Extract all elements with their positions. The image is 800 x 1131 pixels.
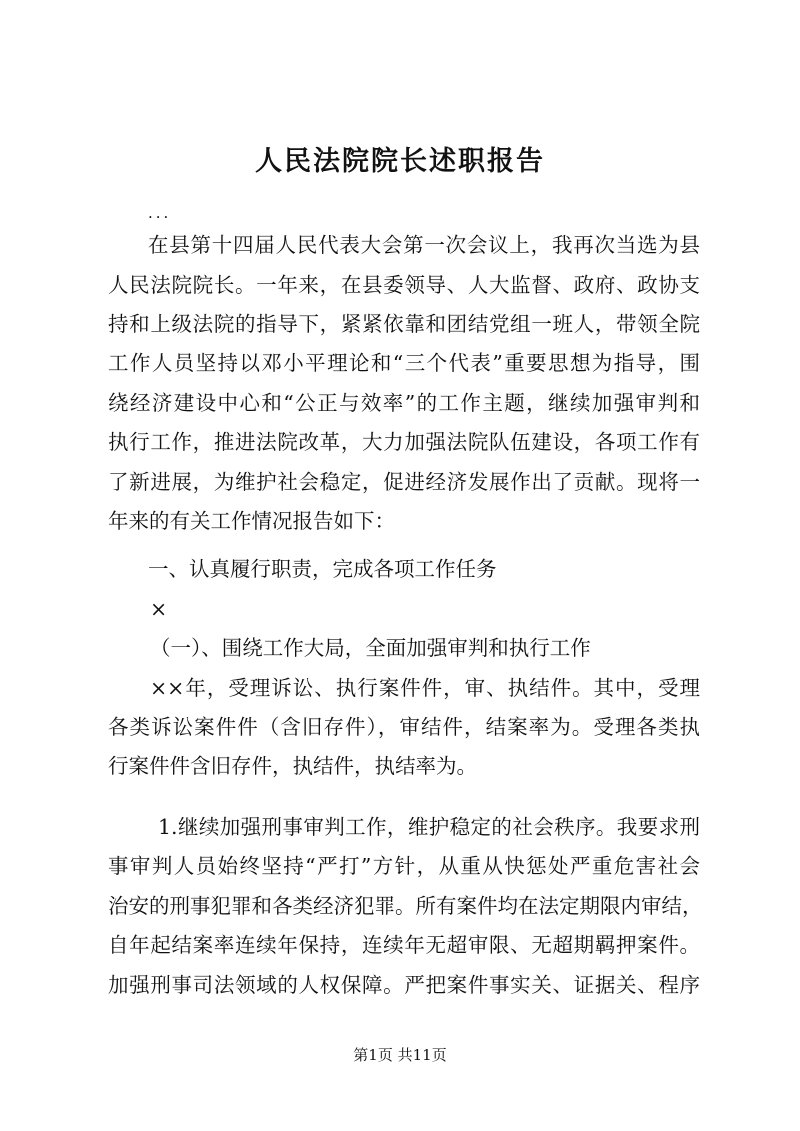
paragraph-line: ××年，受理诉讼、执行案件件，审、执结件。其中，受理 (150, 676, 700, 700)
paragraph-line: 持和上级法院的指导下，紧紧依靠和团结党组一班人，带领全院 (108, 312, 700, 336)
paragraph-line: 加强刑事司法领域的人权保障。严把案件事实关、证据关、程序 (108, 973, 700, 997)
paragraph-line: 年来的有关工作情况报告如下： (108, 509, 395, 533)
paragraph-line: 在县第十四届人民代表大会第一次会议上，我再次当选为县 (148, 233, 700, 257)
paragraph-line: 绕经济建设中心和“公正与效率”的工作主题，继续加强审判和 (108, 391, 700, 415)
ellipsis-line: ... (148, 204, 172, 222)
paragraph-line: 了新进展，为维护社会稳定，促进经济发展作出了贡献。现将一 (108, 470, 700, 494)
paragraph-line: 1.继续加强刑事审判工作，维护稳定的社会秩序。我要求刑 (158, 815, 700, 839)
paragraph-line: 治安的刑事犯罪和各类经济犯罪。所有案件均在法定期限内审结， (108, 894, 703, 918)
section-heading: 一、认真履行职责，完成各项工作任务 (148, 557, 497, 581)
paragraph-line: 行案件件含旧存件，执结件，执结率为。 (108, 754, 477, 778)
placeholder-mark: × (150, 597, 168, 621)
paragraph-line: 各类诉讼案件件（含旧存件），审结件，结案率为。受理各类执 (108, 715, 700, 739)
paragraph-line: 事审判人员始终坚持“严打”方针，从重从快惩处严重危害社会 (108, 854, 700, 878)
paragraph-line: 工作人员坚持以邓小平理论和“三个代表”重要思想为指导，围 (108, 351, 700, 375)
paragraph-line: 人民法院院长。一年来，在县委领导、人大监督、政府、政协支 (108, 273, 700, 297)
page-footer: 第1页 共11页 (353, 1046, 447, 1064)
subsection-heading: （一）、围绕工作大局，全面加强审判和执行工作 (150, 636, 591, 660)
paragraph-line: 执行工作，推进法院改革，大力加强法院队伍建设，各项工作有 (108, 430, 700, 454)
document-title: 人民法院院长述职报告 (255, 146, 545, 177)
paragraph-line: 自年起结案率连续年保持，连续年无超审限、无超期羁押案件。 (108, 933, 700, 957)
